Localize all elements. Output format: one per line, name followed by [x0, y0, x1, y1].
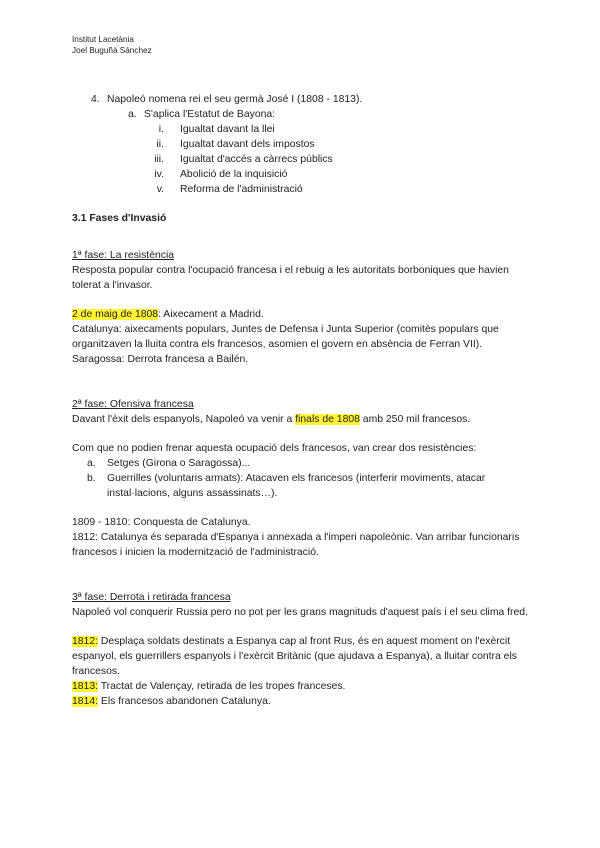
roman-text: Igualtat davant dels impostos — [180, 139, 315, 150]
phase2-line1: 1809 - 1810: Conquesta de Catalunya. — [72, 517, 251, 528]
list-item — [87, 471, 532, 501]
list-item — [87, 456, 532, 471]
list-text: Napoleó nomena rei el seu germà José I (1808 - 1813). — [107, 94, 363, 105]
event-text: Els francesos abandonen Catalunya. — [98, 696, 271, 707]
highlighted-date: 2 de maig de 1808 — [72, 309, 159, 320]
roman-text: Igualtat davant la llei — [180, 124, 275, 135]
event-line — [72, 694, 532, 709]
phase1-date-line — [72, 307, 532, 322]
roman-text: Abolició de la inquisició — [180, 169, 288, 180]
phase2-description — [72, 412, 532, 427]
roman-item — [144, 167, 532, 182]
list-number: 4. — [91, 94, 100, 105]
event-text: Tractat de Valençay, retirada de les tropes franceses. — [98, 681, 346, 692]
phase1-title: 1ª fase: La resistència — [72, 250, 175, 261]
desc-text: amb 250 mil francesos. — [359, 414, 471, 425]
page-header — [72, 34, 152, 56]
roman-number: v. — [156, 184, 164, 195]
header-school: Institut Lacetània — [72, 35, 134, 44]
phase1-description: Resposta popular contra l'ocupació francesa i el rebuig a les autoritats borboniques que havien tolerat a l'invasor. — [72, 265, 509, 291]
phase1-catalunya: Catalunya: aixecaments populars, Juntes de Defensa i Junta Superior (comitès populars que organitzaven la lluita contra els francesos, asomien el govern en absència de Ferran VII). — [72, 324, 499, 350]
sub-list-item-a — [128, 107, 532, 122]
roman-number: iv. — [154, 169, 164, 180]
event-text: Desplaça soldats destinats a Espanya cap al front Rus, és en aquest moment on l'exèrcit espanyol, els guerrillers espanyols i l'exèrcit Britànic (que ajudava a Espanya), a lluitar contra els francesos. — [72, 636, 517, 677]
event-line — [72, 634, 532, 679]
list-letter: a. — [128, 109, 137, 120]
phase1-saragossa: Saragossa: Derrota francesa a Bailén. — [72, 354, 249, 365]
date-text: : Aixecament a Madrid. — [158, 309, 264, 320]
highlighted-year: 1813: — [72, 681, 99, 692]
list-text: Setges (Girona o Saragossa)... — [107, 458, 251, 469]
roman-number: ii. — [156, 139, 164, 150]
header-author: Joel Buguñà Sánchez — [72, 46, 152, 55]
roman-item — [144, 182, 532, 197]
roman-item — [144, 122, 532, 137]
resistance-list — [87, 456, 532, 501]
phase2-line2: 1812: Catalunya és separada d'Espanya i annexada a l'imperi napoleònic. Van arribar funcionaris francesos i inicien la modernització de l'administració. — [72, 532, 520, 558]
roman-item — [144, 137, 532, 152]
highlighted-year: 1814: — [72, 696, 99, 707]
roman-text: Igualtat d'accés a càrrecs públics — [180, 154, 333, 165]
phase2-intro: Com que no podien frenar aquesta ocupació dels francesos, van crear dos resistències: — [72, 443, 477, 454]
highlighted-year: 1812: — [72, 636, 99, 647]
list-text: S'aplica l'Estatut de Bayona: — [144, 109, 276, 120]
list-item-4 — [91, 92, 532, 107]
roman-text: Reforma de l'administració — [180, 184, 303, 195]
phase2-title: 2ª fase: Ofensiva francesa — [72, 399, 194, 410]
list-letter: b. — [87, 473, 96, 484]
document-body — [72, 92, 532, 709]
list-letter: a. — [87, 458, 96, 469]
section-title: 3.1 Fases d'Invasió — [72, 213, 167, 224]
roman-number: i. — [158, 124, 164, 135]
highlighted-date: finals de 1808 — [295, 414, 360, 425]
desc-text: Davant l'èxit dels espanyols, Napoleó va venir a — [72, 414, 296, 425]
event-line — [72, 679, 532, 694]
phase3-description: Napoleó vol conquerir Russia pero no pot per les grans magnituds d'aquest país i el seu clima fred. — [72, 607, 528, 618]
list-text: Guerrilles (voluntaris armats): Atacaven els francesos (interferir moviments, atacar instal·lacions, alguns assassinats…). — [107, 473, 486, 499]
phase3-title: 3ª fase: Derrota i retirada francesa — [72, 592, 231, 603]
roman-number: iii. — [154, 154, 164, 165]
roman-item — [144, 152, 532, 167]
